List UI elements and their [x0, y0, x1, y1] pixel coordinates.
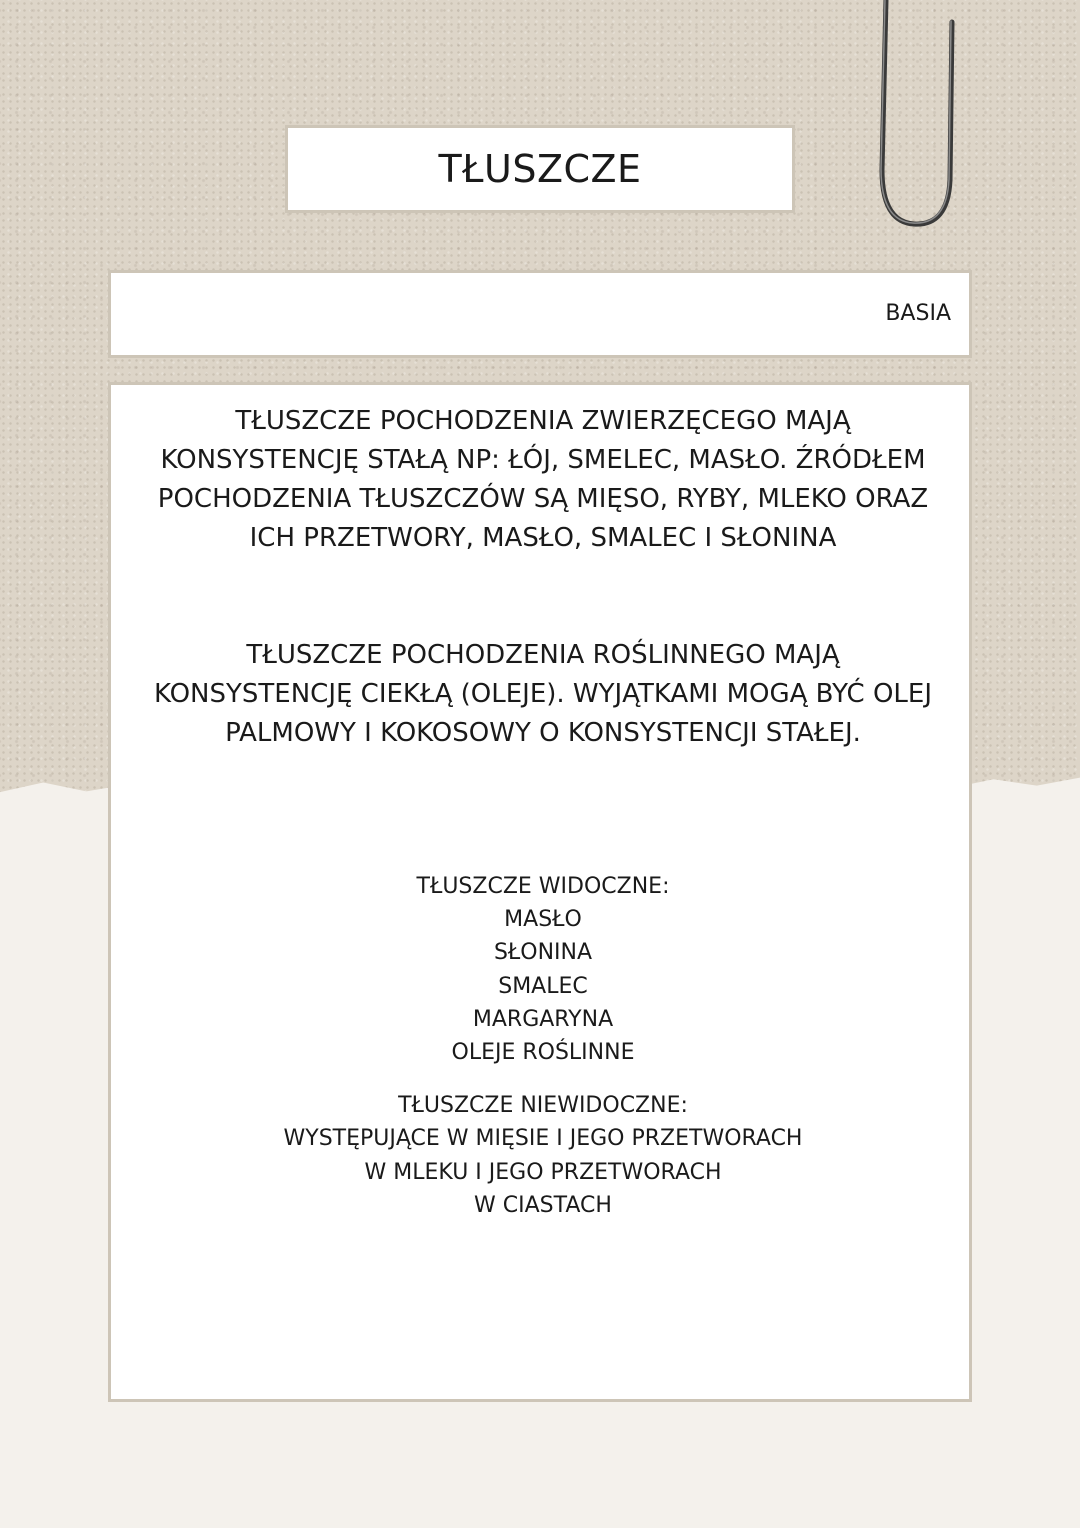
visible-fats-heading: TŁUSZCZE WIDOCZNE: — [416, 874, 670, 899]
list-item: W CIASTACH — [474, 1192, 612, 1218]
list-item: W MLEKU I JEGO PRZETWORACH — [364, 1159, 722, 1185]
list-item: WYSTĘPUJĄCE W MIĘSIE I JEGO PRZETWORACH — [283, 1126, 803, 1152]
list-item: SŁONINA — [493, 940, 593, 966]
title-box — [285, 125, 795, 213]
list-item: MARGARYNA — [472, 1006, 614, 1032]
author-name: BASIA — [885, 301, 951, 326]
invisible-fats-heading: TŁUSZCZE NIEWIDOCZNE: — [398, 1093, 688, 1119]
animal-fats-paragraph: TŁUSZCZE POCHODZENIA ZWIERZĘCEGO MAJĄ KONSYSTENCJĘ STAŁĄ NP: ŁÓJ, SMELEC, MASŁO. ŹRÓDŁEM POCHODZENIA TŁUSZCZÓW SĄ MIĘSO, RYBY, MLEKO ORAZ ICH PRZETWORY, MASŁO, SMALEC I SŁONINA — [157, 406, 929, 553]
list-item: OLEJE ROŚLINNE — [451, 1040, 635, 1066]
list-item: SMALEC — [498, 973, 588, 999]
plant-fats-paragraph: TŁUSZCZE POCHODZENIA ROŚLINNEGO MAJĄ KONSYSTENCJĘ CIEKŁĄ (OLEJE). WYJĄTKAMI MOGĄ BYĆ OLEJ PALMOWY I KOKOSOWY O KONSYSTENCJI STAŁEJ. — [153, 640, 933, 748]
fat-lists — [111, 870, 975, 1222]
list-item: MASŁO — [504, 907, 582, 933]
page-title: TŁUSZCZE — [438, 147, 642, 191]
list-spacer — [111, 1069, 975, 1089]
author-box — [108, 270, 972, 358]
paperclip-icon — [870, 0, 970, 240]
content-box — [108, 382, 972, 1402]
